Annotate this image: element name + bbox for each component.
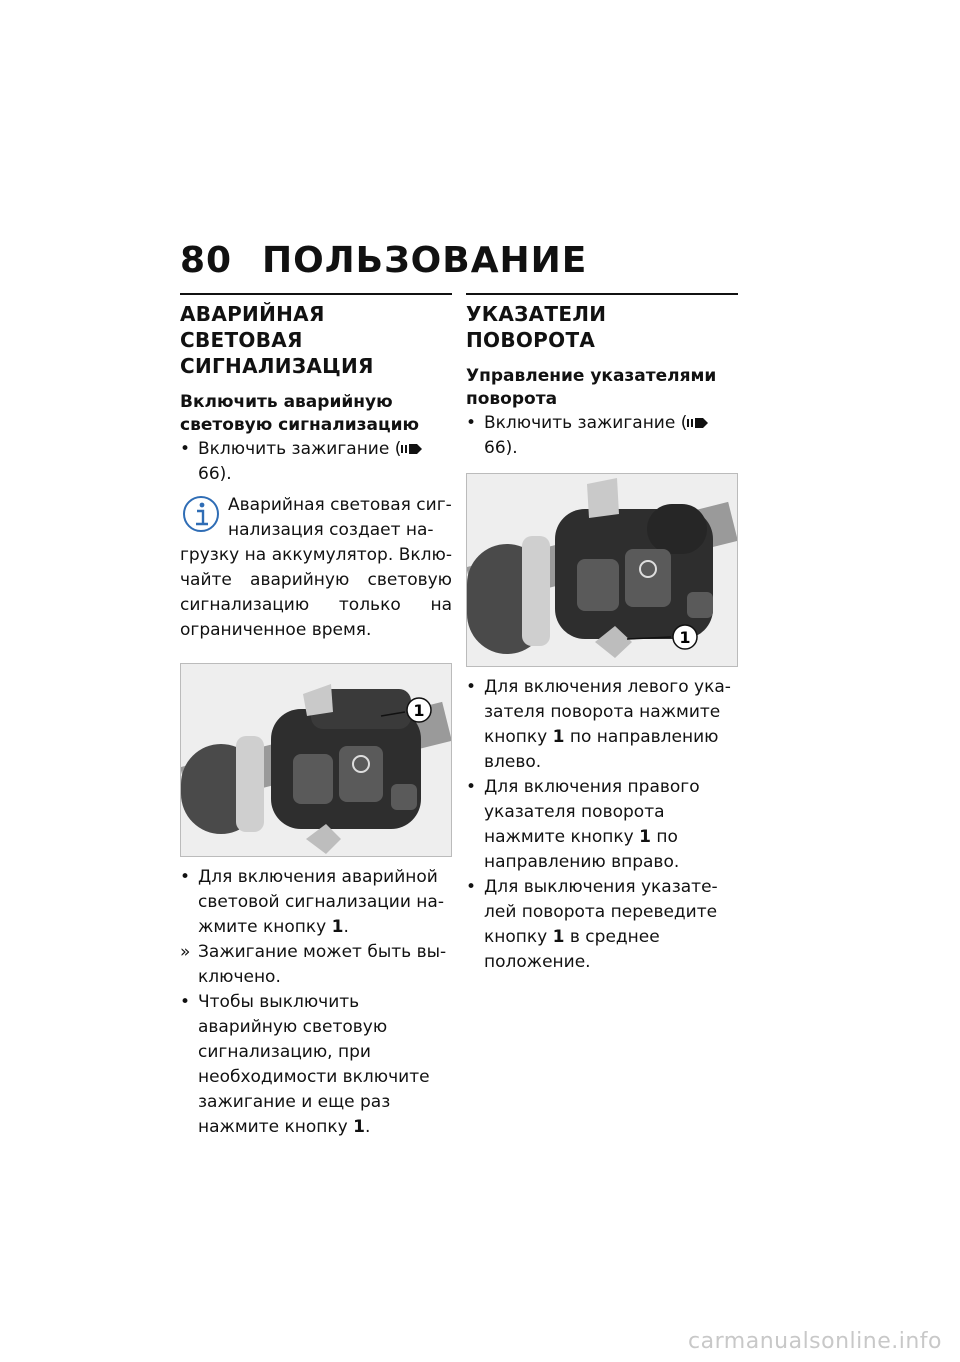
hazard-switch-photo xyxy=(180,663,452,857)
page-title: ПОЛЬЗОВАНИЕ xyxy=(262,240,588,281)
handlebar-switch-illustration xyxy=(467,474,737,666)
handlebar-switch-illustration xyxy=(181,664,451,856)
page-ref-arrow-icon xyxy=(687,417,709,429)
info-text-line1: Аварийная световая сиг- xyxy=(228,495,452,515)
section-title-turn-signals: УКАЗАТЕЛИ ПОВОРОТА xyxy=(466,302,607,352)
step-ignition: • Включить зажигание (66). xyxy=(180,437,452,487)
step-ignition: • Включить зажигание (66). xyxy=(466,411,738,461)
watermark: carmanualsonline.info xyxy=(688,1329,942,1354)
subsection-title-turn-signals: Управление указателями поворота xyxy=(466,366,717,409)
page-ref-link[interactable]: 66 xyxy=(484,438,506,458)
bullet-turn-left: • Для включения левого указателя поворота нажмите кнопку 1 по направлению влево. xyxy=(466,677,731,772)
bullet-ignition-off: » Зажигание может быть выключено. xyxy=(180,942,447,987)
info-icon xyxy=(182,495,220,533)
section-divider xyxy=(180,293,452,295)
page-ref-link[interactable]: 66 xyxy=(198,464,220,484)
info-text-line2: нализация создает на- xyxy=(228,520,434,540)
bullet-turn-right: • Для включения правого указателя поворота нажмите кнопку 1 по направлению вправо. xyxy=(466,777,700,872)
bullet-hazard-off: • Чтобы выключить аварийную световую сигнализацию, при необходимости включите зажигание и еще раз нажмите кнопку 1. xyxy=(180,992,430,1137)
page-number: 80 xyxy=(180,240,233,281)
page-ref-arrow-icon xyxy=(401,443,423,455)
page-header xyxy=(180,240,740,281)
info-text-rest: грузку на аккумулятор. Включайте аварийную световую сигнализацию только на ограниченное время. xyxy=(180,545,452,640)
section-divider xyxy=(466,293,738,295)
turn-signal-switch-photo xyxy=(466,473,738,667)
info-note xyxy=(180,493,452,643)
right-column xyxy=(466,293,738,975)
bullet-hazard-on: • Для включения аварийной световой сигнализации нажмите кнопку 1. xyxy=(180,867,444,937)
subsection-title-hazard: Включить аварийную световую сигнализацию xyxy=(180,392,420,435)
photo-callout-1: 1 xyxy=(679,628,691,647)
photo-callout-1: 1 xyxy=(413,701,425,720)
left-column xyxy=(180,293,452,1140)
section-title-hazard: АВАРИЙНАЯ СВЕТОВАЯ СИГНАЛИЗАЦИЯ xyxy=(180,302,374,378)
bullet-turn-off: • Для выключения указателей поворота переведите кнопку 1 в среднее положение. xyxy=(466,877,718,972)
